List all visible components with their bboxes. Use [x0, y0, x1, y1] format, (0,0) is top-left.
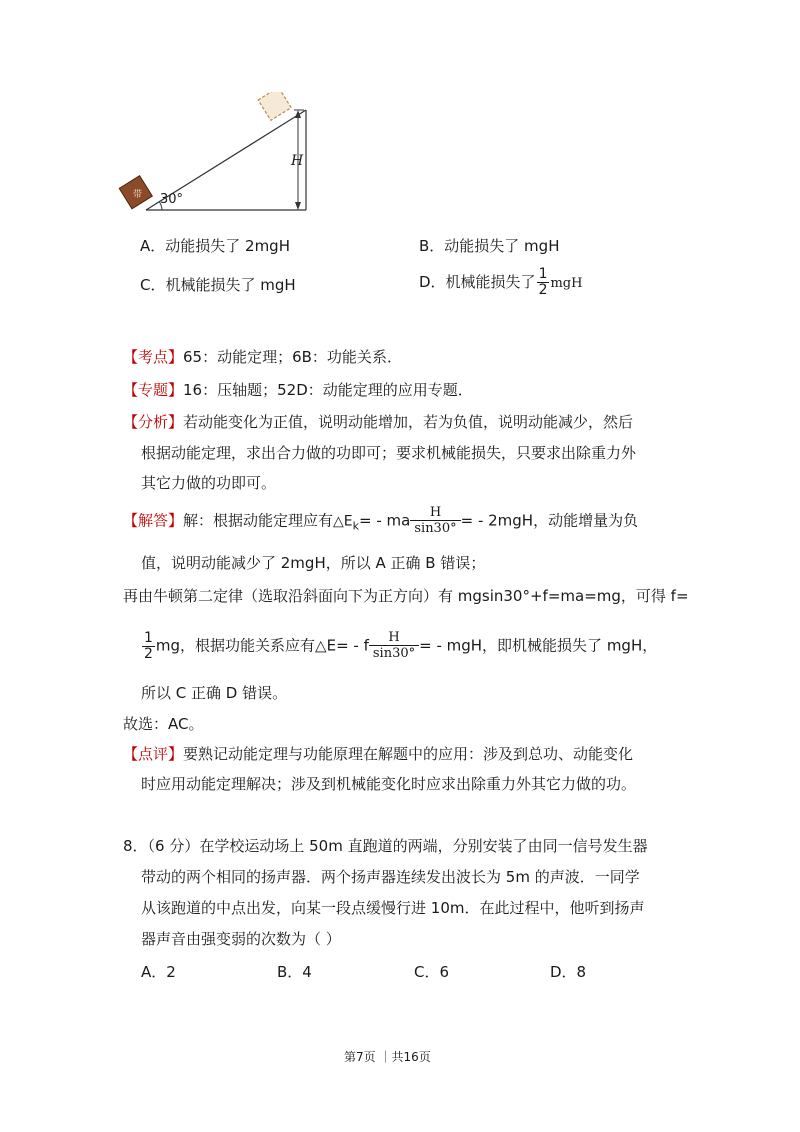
zhuanti-line	[123, 379, 473, 400]
fraction-h-sin30: $\frac{H}{\sin 30^\circ}$	[410, 505, 460, 537]
page-footer: 第7页 ｜共16页	[344, 1050, 431, 1064]
jieda-line-1: 【解答】解：根据动能定理应有$\triangle E_k=$ - ma $\frac{H}{\sin 30^\circ}$ = - 2mgH，动能增量为负	[123, 505, 639, 536]
fenxi-text-1: 若动能变化为正值，说明动能增加，若为负值，说明动能减少，然后	[183, 413, 634, 431]
option-d-suffix: mgH	[550, 276, 583, 291]
block-label: 带	[133, 190, 143, 200]
fenxi-line-3: 其它力做的功即可。	[141, 474, 277, 492]
option-a: A．动能损失了 2mgH	[140, 237, 290, 255]
q8-line-1: 8．（6 分）在学校运动场上 50m 直跑道的两端，分别安装了由同一信号发生器	[123, 837, 648, 855]
fenxi-line-2: 根据动能定理，求出合力做的功即可；要求机械能损失，只要求出除重力外	[141, 444, 637, 462]
q8-line-3: 从该跑道的中点出发，向某一段点缓慢行进 10m．在此过程中，他听到扬声	[141, 899, 645, 917]
dianping-tag: 【点评】	[123, 745, 184, 763]
option-b: B．动能损失了 mgH	[419, 237, 560, 255]
angle-label: 30°	[160, 192, 184, 207]
zhuanti-text: 16：压轴题；52D：动能定理的应用专题．	[183, 381, 473, 399]
fenxi-line-1	[123, 411, 633, 432]
fraction-half: $\frac{1}{2}$	[144, 629, 153, 662]
fenxi-tag: 【分析】	[123, 413, 184, 431]
zhuanti-tag: 【专题】	[123, 381, 184, 399]
jieda-tag: 【解答】	[123, 511, 184, 530]
answer-line: 故选：AC。	[123, 715, 204, 733]
height-label: H	[291, 153, 304, 169]
dianping-line-1: 【点评】要熟记动能定理与功能原理在解题中的应用：涉及到总功、动能变化	[123, 745, 634, 763]
kaodian-line	[123, 346, 402, 367]
q8-line-2: 带动的两个相同的扬声器．两个扬声器连续发出波长为 5m 的声波．一同学	[141, 868, 640, 886]
jieda-line-3: 再由牛顿第二定律（选取沿斜面向下为正方向）有 mgsin30°+f=ma=mg，可得 f=	[123, 587, 689, 605]
option-d-fraction: $\frac{1}{2}$	[538, 266, 548, 298]
jieda-line-4: $\frac{1}{2}$ mg，根据功能关系应有△E= - f $\frac{H}{\sin 30^\circ}$ = - mgH，即机械能损失了 mgH，	[144, 629, 658, 662]
q8-line-4: 器声音由强变弱的次数为（ ）	[141, 930, 341, 948]
q8-option-c: C．6	[414, 963, 450, 981]
option-d	[419, 267, 582, 298]
q8-option-b: B．4	[277, 963, 312, 981]
option-d-prefix: D．机械能损失了	[419, 273, 536, 291]
fraction-h-sin30-2: $\frac{H}{\sin 30^\circ}$	[369, 630, 419, 662]
kaodian-text: 65：动能定理；6B：功能关系．	[183, 348, 402, 366]
q8-option-d: D．8	[550, 963, 587, 981]
incline-figure	[118, 92, 318, 217]
q8-option-a: A．2	[141, 963, 176, 981]
dianping-line-2: 时应用动能定理解决；涉及到机械能变化时应求出除重力外其它力做的功。	[141, 775, 637, 793]
jieda-line-2: 值，说明动能减少了 2mgH，所以 A 正确 B 错误；	[141, 554, 486, 572]
kaodian-tag: 【考点】	[123, 348, 184, 366]
jieda-line-5: 所以 C 正确 D 错误。	[141, 684, 288, 702]
option-c: C．机械能损失了 mgH	[140, 276, 296, 294]
